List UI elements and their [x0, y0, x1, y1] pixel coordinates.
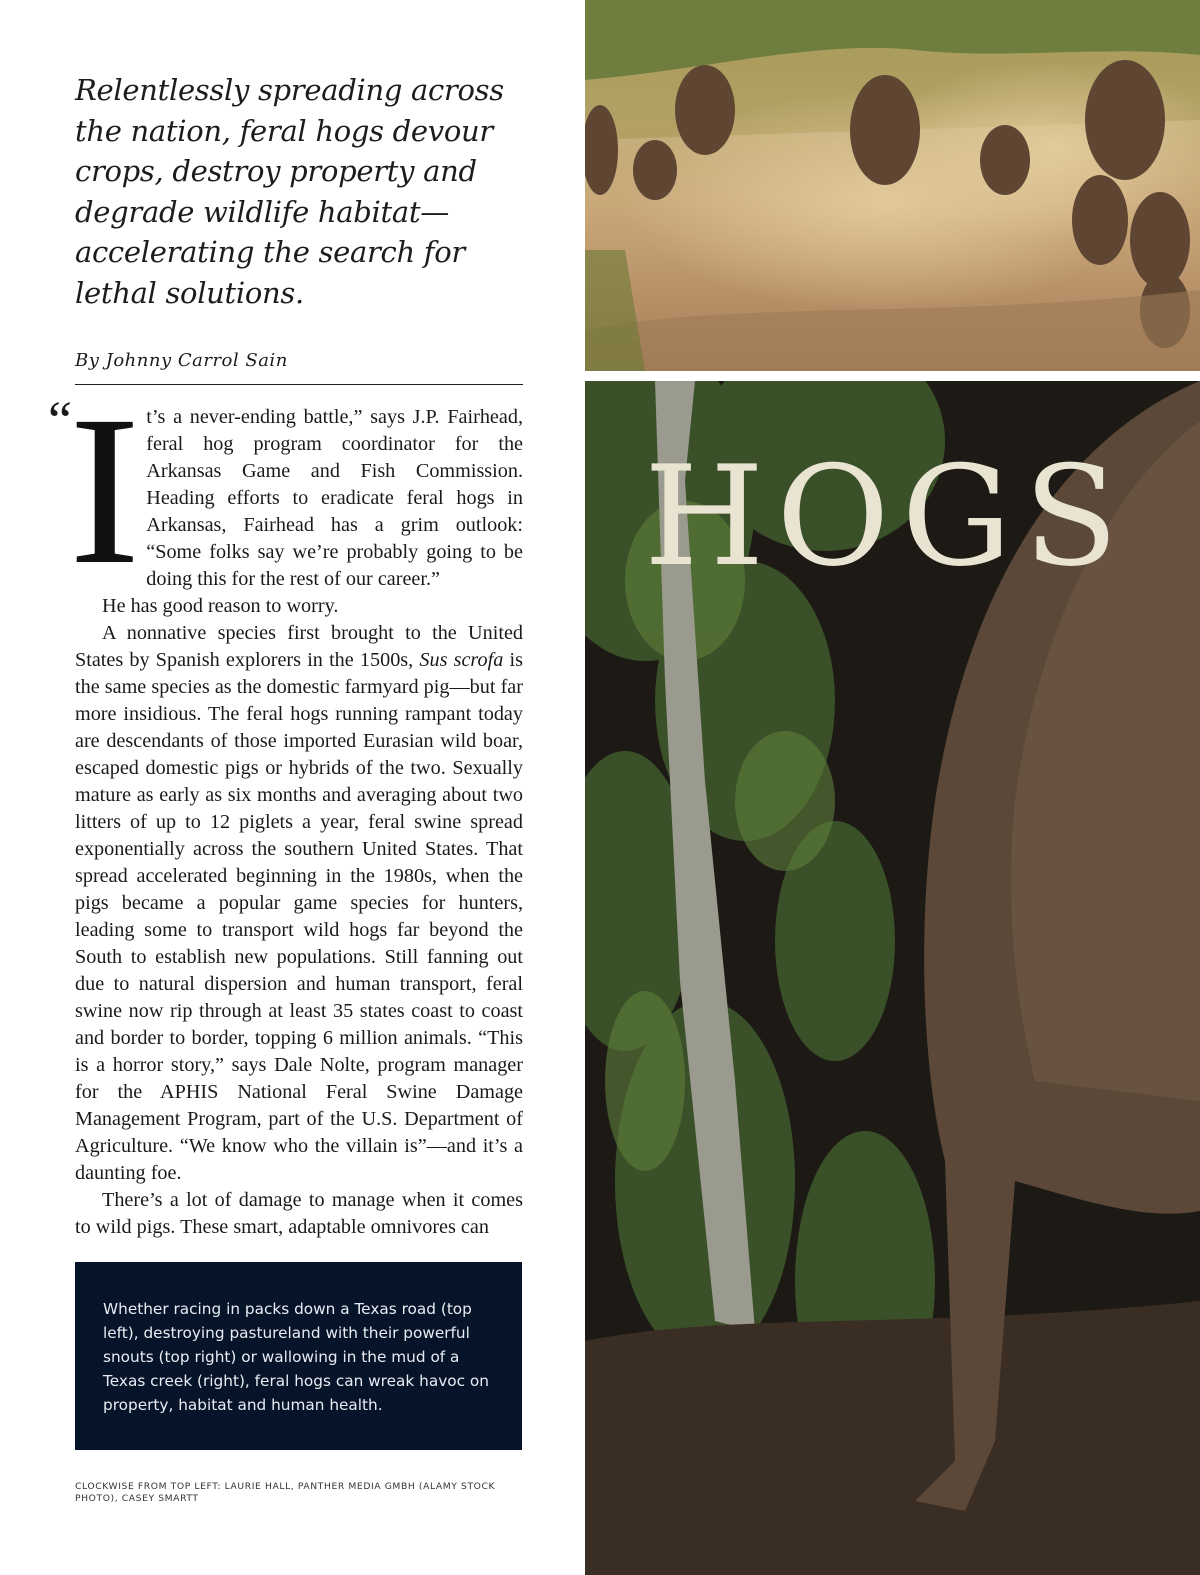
photo-caption: Whether racing in packs down a Texas road (top left), destroying pastureland with their powerful snouts (top right) or wallowing in the mud of a Texas creek (right), feral hogs can wreak havoc on property, habitat and human health. — [103, 1300, 489, 1414]
byline-rule — [75, 384, 523, 385]
opening-quote-mark: “ — [48, 390, 72, 450]
article-body — [69, 372, 523, 1241]
paragraph-text: is the same species as the domestic farmyard pig—but far more insidious. The feral hogs running rampant today are descendants of those imported Eurasian wild boar, escaped domestic pigs or hybrids of the two. Sexually mature as early as six months and averaging about two litters of up to 12 piglets a year, feral swine spread exponentially across the southern United States. That spread accelerated beginning in the 1980s, when the pigs became a popular game species for hunters, leading some to transport wild hogs far beyond the South to establish new populations. Still fanning out due to natural dispersion and human transport, feral swine now rip through at least 35 states coast to coast and border to border, topping 6 million animals. “This is a horror story,” says Dale Nolte, program manager for the APHIS National Feral Swine Damage Management Program, part of the U.S. Department of Agriculture. “We know who the villain is”—and it’s a daunting foe. — [75, 649, 523, 1184]
species-name: Sus scrofa — [419, 649, 504, 671]
drop-cap: I — [69, 372, 141, 609]
article-paragraph — [75, 620, 523, 1187]
photo-caption-box — [75, 1262, 522, 1450]
article-paragraph: He has good reason to worry. — [102, 595, 339, 617]
photo-credit: CLOCKWISE FROM TOP LEFT: LAURIE HALL, PANTHER MEDIA GMBH (ALAMY STOCK PHOTO), CASEY SMARTT — [75, 1481, 496, 1504]
photo-hogs-running-on-road — [585, 0, 1200, 371]
byline: By Johnny Carrol Sain — [75, 350, 288, 371]
article-deck: Relentlessly spreading across the nation, feral hogs devour crops, destroy property and degrade wildlife habitat—accelerating the search for lethal solutions. — [75, 73, 504, 310]
article-paragraph: There’s a lot of damage to manage when it comes to wild pigs. These smart, adaptable omnivores can — [75, 1189, 523, 1238]
article-column — [0, 0, 585, 1575]
article-title: HOGS — [644, 436, 1131, 597]
paragraph-text: A nonnative species first brought to the United States by Spanish explorers in the 1500s, — [75, 622, 523, 671]
paragraph-text: t’s a never-ending battle,” says J.P. Fairhead, feral hog program coordinator for the Arkansas Game and Fish Commission. Heading efforts to eradicate feral hogs in Arkansas, Fairhead has a grim outlook: “Some folks say we’re probably going to be doing this for the rest of our career.” — [146, 406, 523, 590]
